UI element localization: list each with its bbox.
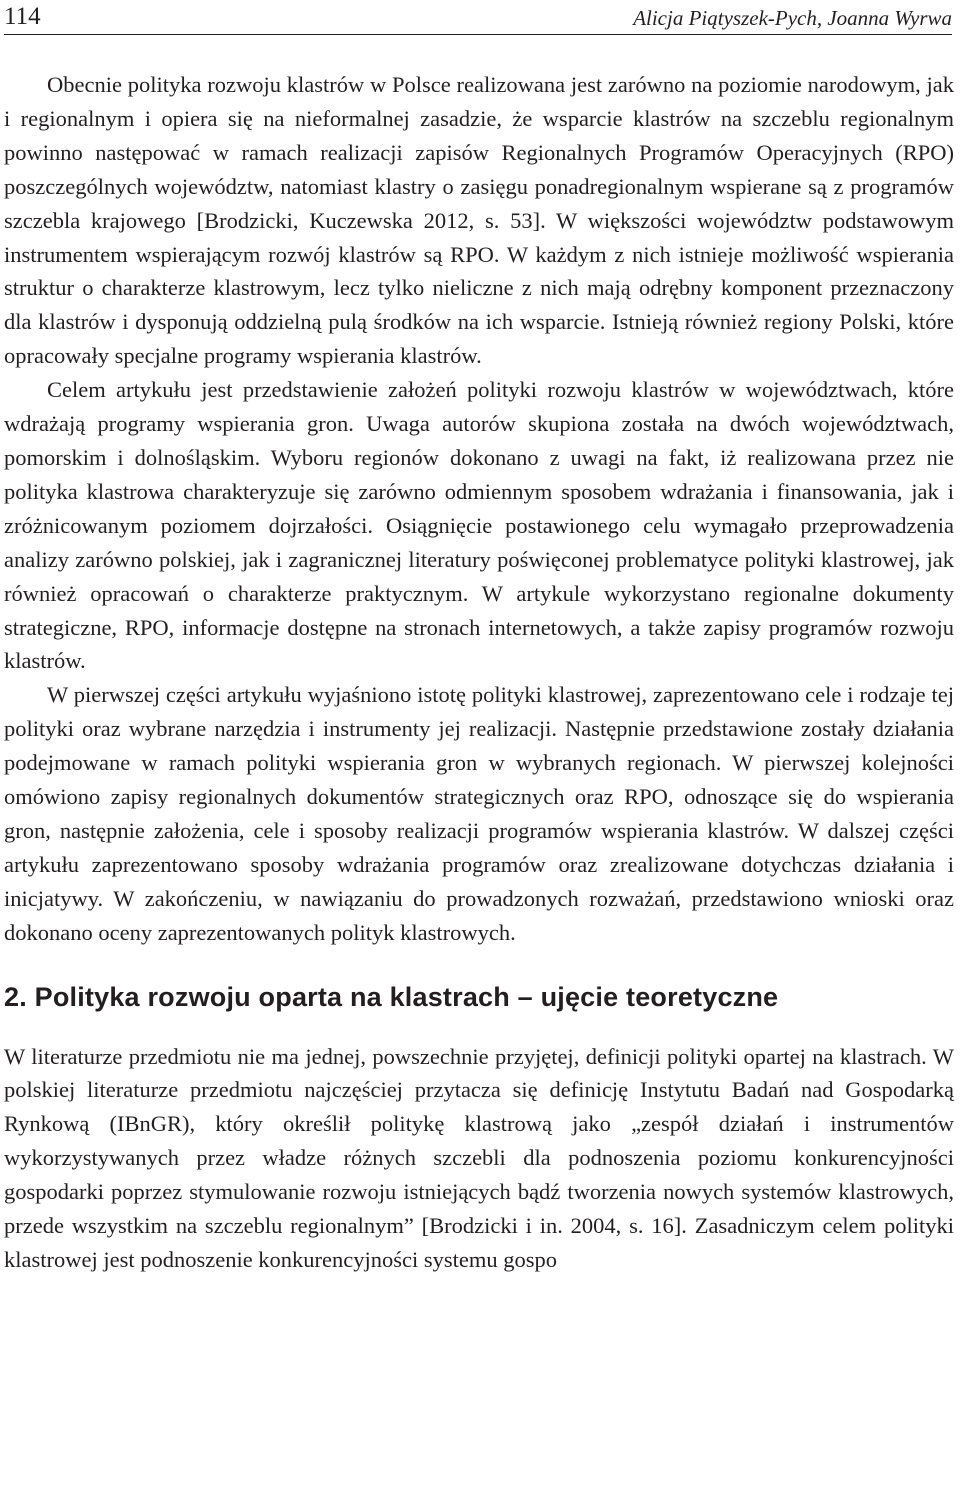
page-number: 114 [4, 3, 41, 30]
running-header [4, 0, 952, 35]
body-paragraph-1: Obecnie polityka rozwoju klastrów w Polsce realizowana jest zarówno na poziomie narodowym, jak i regionalnym i opiera się na nieformalnej zasadzie, że wsparcie klastrów na szczeblu regionalnym powinno następować w ramach realizacji zapisów Regionalnych Programów Operacyjnych (RPO) poszczególnych województw, natomiast klastry o zasięgu ponadregionalnym wspierane są z programów szczebla krajowego [Brodzicki, Kuczewska 2012, s. 53]. W większości województw podstawowym instrumentem wspierającym rozwój klastrów są RPO. W każdym z nich istnieje możliwość wspierania struktur o charakterze klastrowym, lecz tylko nieliczne z nich mają odrębny komponent przeznaczony dla klastrów i dysponują oddzielną pulą środków na ich wsparcie. Istnieją również regiony Polski, które opracowały specjalne programy wspierania klastrów. [4, 72, 954, 369]
running-header-authors: Alicja Piątyszek-Pych, Joanna Wyrwa [633, 6, 952, 30]
section-paragraph-1: W literaturze przedmiotu nie ma jednej, powszechnie przyjętej, definicji polityki opartej na klastrach. W polskiej literaturze przedmiotu najczęściej przytacza się definicję Instytutu Badań nad Gospodarką Rynkową (IBnGR), który określił politykę klastrową jako „zespół działań i instrumentów wykorzystywanych przez władze różnych szczebli dla podnoszenia poziomu konkurencyjności gospodarki poprzez stymulowanie rozwoju istniejących bądź tworzenia nowych systemów klastrowych, przede wszystkim na szczeblu regionalnym” [Brodzicki i in. 2004, s. 16]. Zasadniczym celem polityki klastrowej jest podnoszenie konkurencyjności systemu gospo [4, 1043, 954, 1272]
body-paragraph-3: W pierwszej części artykułu wyjaśniono istotę polityki klastrowej, zaprezentowano cele i rodzaje tej polityki oraz wybrane narzędzia i instrumenty jej realizacji. Następnie przedstawione zostały działania podejmowane w ramach polityki wspierania gron w wybranych regionach. W pierwszej kolejności omówiono zapisy regionalnych dokumentów strategicznych oraz RPO, odnoszące się do wspierania gron, następnie założenia, cele i sposoby realizacji programów wspierania klastrów. W dalszej części artykułu zaprezentowano sposoby wdrażania programów oraz zrealizowane dotychczas działania i inicjatywy. W zakończeniu, w nawiązaniu do prowadzonych rozważań, przedstawiono wnioski oraz dokonano oceny zaprezentowanych polityk klastrowych. [4, 682, 954, 945]
section-heading: 2. Polityka rozwoju oparta na klastrach – ujęcie teoretyczne [4, 981, 779, 1012]
body-paragraph-2: Celem artykułu jest przedstawienie założeń polityki rozwoju klastrów w województwach, które wdrażają programy wspierania gron. Uwaga autorów skupiona została na dwóch województwach, pomorskim i dolnośląskim. Wyboru regionów dokonano z uwagi na fakt, iż realizowana przez nie polityka klastrowa charakteryzuje się zarówno odmiennym sposobem wdrażania i finansowania, jak i zróżnicowanym poziomem dojrzałości. Osiągnięcie postawionego celu wymagało przeprowadzenia analizy zarówno polskiej, jak i zagranicznej literatury poświęconej problematyce polityki klastrowej, jak również opracowań o charakterze praktycznym. W artykule wykorzystano regionalne dokumenty strategiczne, RPO, informacje dostępne na stronach internetowych, a także zapisy programów rozwoju klastrów. [4, 377, 954, 674]
article-body [4, 68, 954, 1277]
